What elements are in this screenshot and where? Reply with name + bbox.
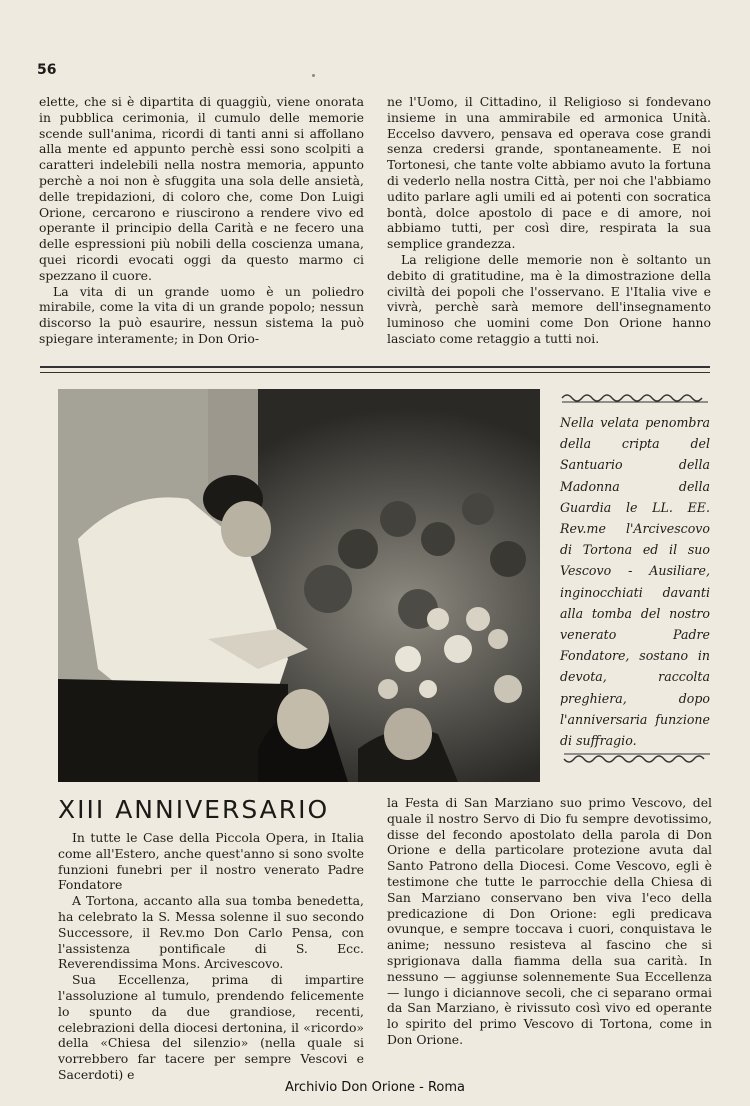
paragraph: ne l'Uomo, il Cittadino, il Religioso si fondevano insieme in una ammirabile ed armonica Unità. Eccelso davvero, pensava ed operava cose grandi senza credersi grande, spontaneamente. E noi Tortonesi, che tante volte abbiamo avuto la fortuna di vederlo nella nostra Città, per noi che l'abbiamo udito parlare agli umili ed ai potenti con socratica bontà, dolce apostolo di pace e di amore, noi abbiamo tutti, per così dire, respirata la sua semplice grandezza.	[387, 94, 711, 252]
paragraph: elette, che si è dipartita di quaggiù, viene onorata in pubblica cerimonia, il cumulo delle memorie scende sull'anima, ricordi di tanti anni si affollano alla mente ed appunto perchè essi sono scolpiti a caratteri indelebili nella nostra memoria, appunto perchè a noi non è sfuggita una sola delle ansietà, delle trepidazioni, di coloro che, come Don Luigi Orione, cercarono e riuscirono a rendere vivo ed operante il principio della Carità e ne fecero una delle espressioni più nobili della coscienza umana, quei ricordi evocati oggi da questo marmo ci spezzano il cuore.	[39, 94, 364, 283]
section-divider	[40, 366, 710, 368]
ornament-wave-icon	[560, 390, 710, 404]
archive-footer: Archivio Don Orione - Roma	[284, 1080, 466, 1095]
photo-illustration	[58, 389, 540, 782]
paragraph: La religione delle memorie non è soltanto un debito di gratitudine, ma è la dimostrazione della civiltà dei popoli che l'osservano. E l'Italia vive e vivrà, perchè sarà memore dell'insegnamento luminoso che uomini come Don Orione hanno lasciato come retaggio a tutti noi.	[387, 251, 711, 346]
article-column-top-left	[39, 94, 364, 347]
paragraph: A Tortona, accanto alla sua tomba benedetta, ha celebrato la S. Messa solenne il suo secondo Successore, il Rev.mo Don Carlo Pensa, con l'assistenza pontificale di S. Ecc. Reverendissima Mons. Arcivescovo.	[58, 893, 364, 972]
print-speck	[312, 74, 315, 77]
photo-caption: Nella velata penombra della cripta del Santuario della Madonna della Guardia le LL. EE. Rev.me l'Arcivescovo di Tortona ed il suo Vescovo - Ausiliare, inginocchiati davanti alla tomba del nostro venerato Padre Fondatore, sostano in devota, raccolta preghiera, dopo l'anniversaria funzione di suffragio.	[560, 415, 710, 749]
article-column-top-right	[387, 94, 711, 347]
paragraph: La vita di un grande uomo è un poliedro mirabile, come la vita di un grande popolo; nessun discorso la può esaurire, nessun sistema la può spiegare interamente; in Don Orio-	[39, 283, 364, 346]
article-column-bottom-right	[387, 795, 712, 1048]
section-title: XIII ANNIVERSARIO	[58, 795, 330, 824]
paragraph: In tutte le Case della Piccola Opera, in Italia come all'Estero, anche quest'anno si sono svolte funzioni funebri per il nostro venerato Padre Fondatore	[58, 830, 364, 893]
paragraph: Sua Eccellenza, prima di impartire l'assoluzione al tumulo, prendendo felicemente lo spunto da due grandiose, recenti, celebrazioni della diocesi dertonina, il «ricordo» della «Chiesa del silenzio» (nella quale si vorrebbero far tacere per sempre Vescovi e Sacerdoti) e	[58, 972, 364, 1082]
page-number: 56	[37, 62, 57, 78]
photo-caption-block	[560, 390, 710, 751]
paragraph: la Festa di San Marziano suo primo Vescovo, del quale il nostro Servo di Dio fu sempre devotissimo, disse del fecondo apostolato della parola di Don Orione e della particolare protezione avuta dal Santo Patrono della Diocesi. Come Vescovo, egli è testimone che tutte le parrocchie della Chiesa di San Marziano conservano ben viva l'eco della predicazione di Don Orione: egli predicava ovunque, e sempre toccava i cuori, conquistava le anime; nessuno resisteva al fascino che si sprigionava dalla fiamma della sua carità. In nessuno — aggiunse solennemente Sua Eccellenza — lungo i diciannove secoli, che ci separano ormai da San Marziano, è rivissuto così vivo ed operante lo spirito del primo Vescovo di Tortona, come in Don Orione.	[387, 795, 712, 1047]
article-column-bottom-left	[58, 830, 364, 1083]
crypt-photograph	[58, 389, 540, 782]
ornament-wave-icon	[562, 752, 712, 766]
section-divider-thin	[40, 372, 710, 373]
